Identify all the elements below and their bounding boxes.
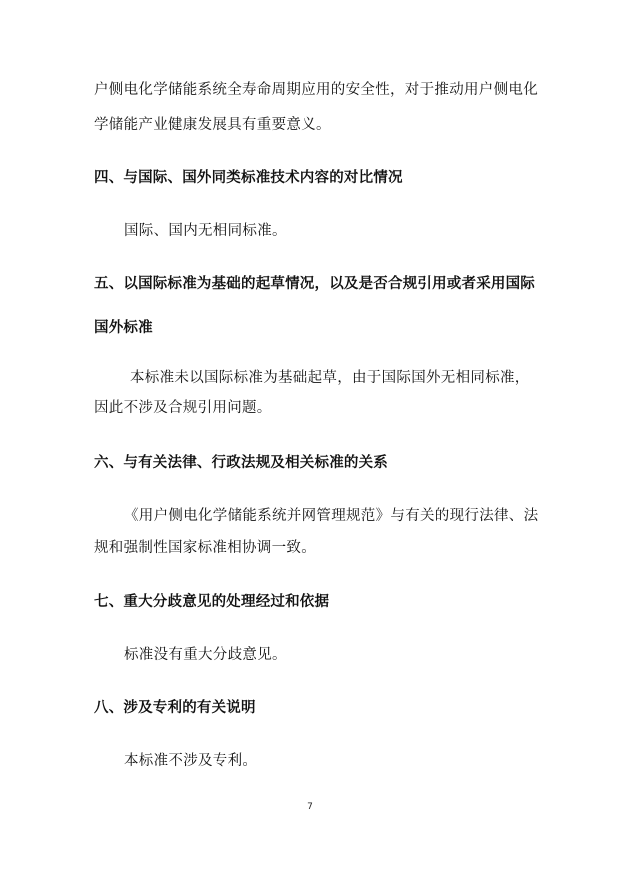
section-4-body: 国际、国内无相同标准。 bbox=[124, 223, 287, 239]
intro-text-line-1: 户侧电化学储能系统全寿命周期应用的安全性，对于推动用户侧电化 bbox=[94, 82, 538, 98]
section-4-heading: 四、与国际、国外同类标准技术内容的对比情况 bbox=[94, 170, 403, 186]
section-5-body-line-1: 本标准未以国际标准为基础起草，由于国际国外无相同标准， bbox=[130, 370, 530, 386]
section-5-body-line-2: 因此不涉及合规引用问题。 bbox=[94, 400, 272, 416]
section-5-heading-line-2: 国外标准 bbox=[94, 320, 153, 336]
section-6-body-line-1: 《用户侧电化学储能系统并网管理规范》与有关的现行法律、法 bbox=[124, 508, 539, 524]
section-7-body: 标准没有重大分歧意见。 bbox=[124, 647, 287, 663]
section-8-body: 本标准不涉及专利。 bbox=[124, 753, 258, 769]
section-6-body-line-2: 规和强制性国家标准相协调一致。 bbox=[94, 540, 316, 556]
intro-text-line-2: 学储能产业健康发展具有重要意义。 bbox=[94, 117, 331, 133]
section-6-heading: 六、与有关法律、行政法规及相关标准的关系 bbox=[94, 455, 388, 471]
section-5-heading-line-1: 五、以国际标准为基础的起草情况，以及是否合规引用或者采用国际 bbox=[94, 276, 535, 292]
section-7-heading: 七、重大分歧意见的处理经过和依据 bbox=[94, 594, 330, 610]
section-8-heading: 八、涉及专利的有关说明 bbox=[94, 700, 256, 716]
page-number: 7 bbox=[307, 802, 313, 812]
